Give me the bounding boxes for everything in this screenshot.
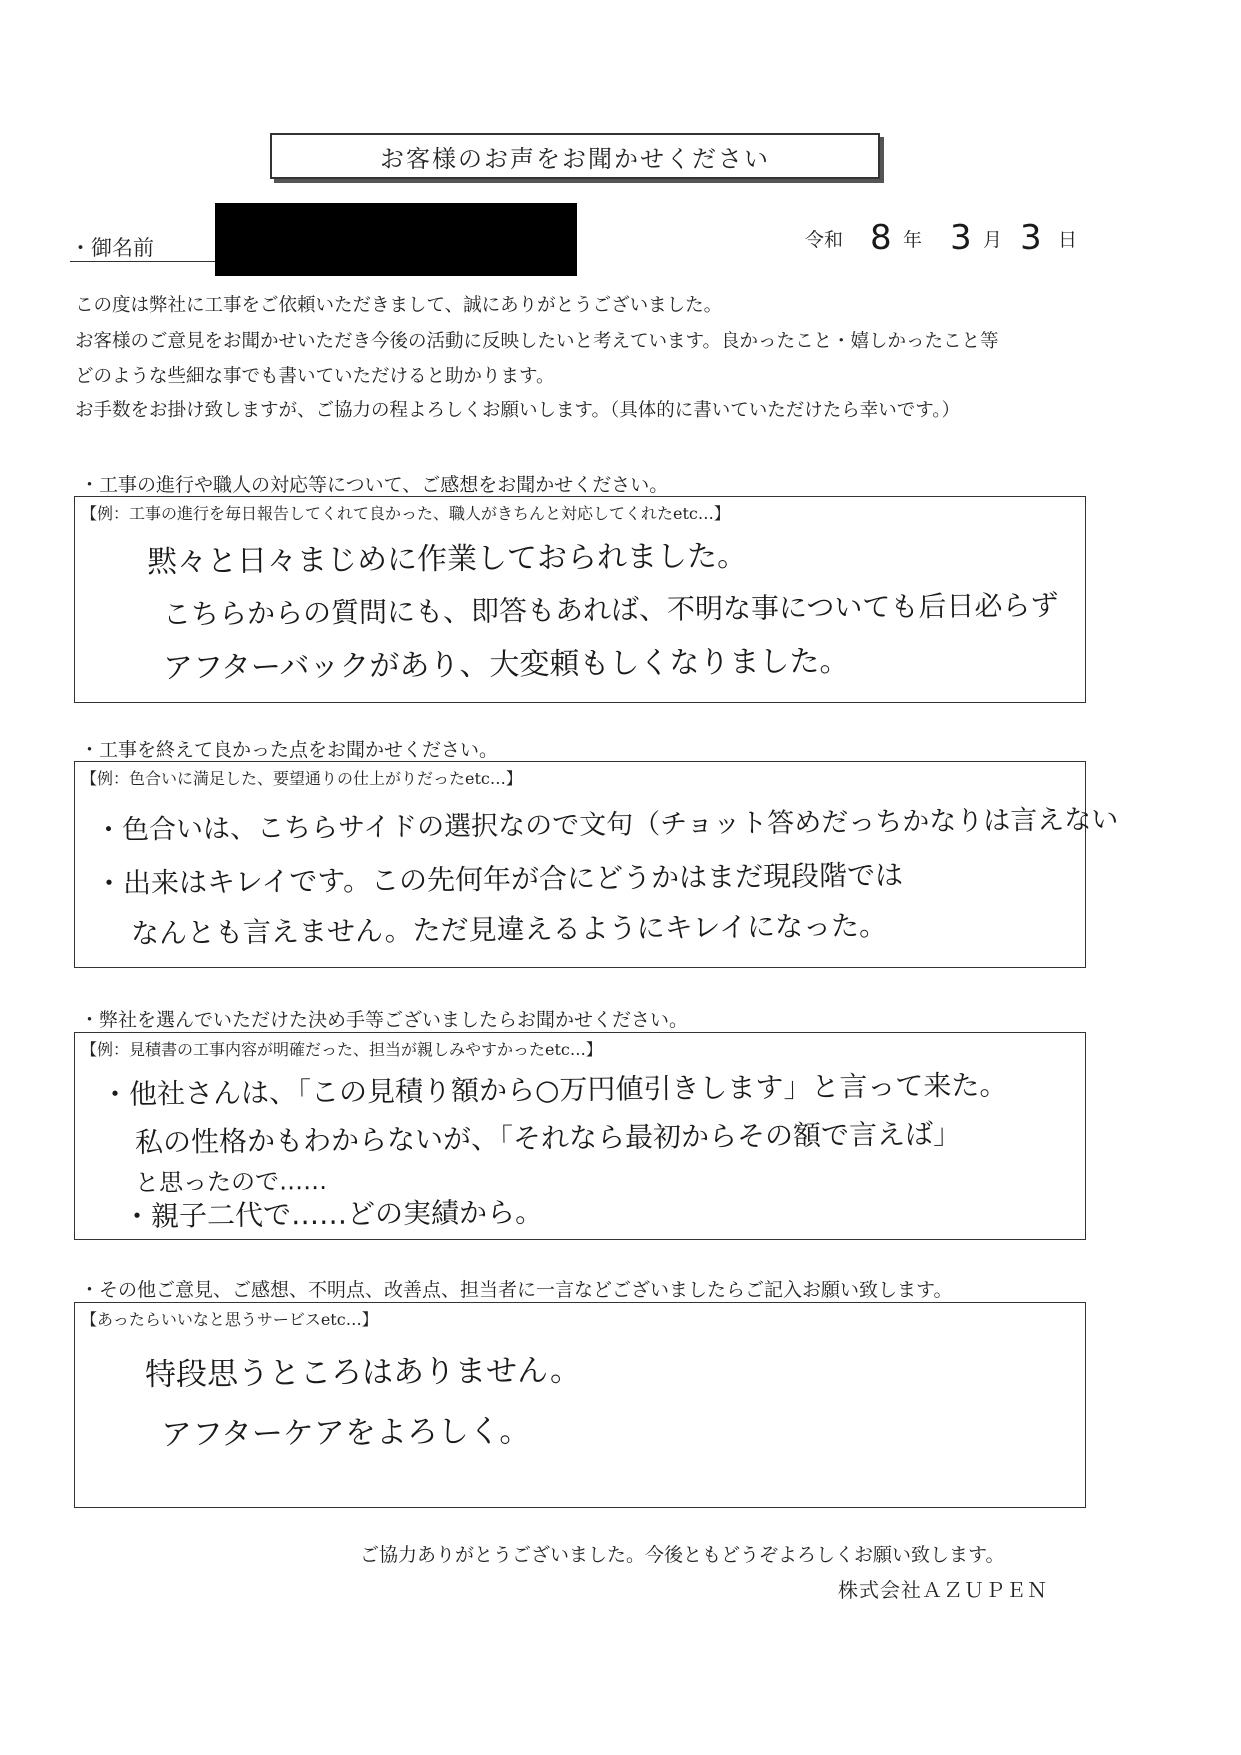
company-name: 株式会社ＡＺＵＰＥＮ bbox=[838, 1578, 1048, 1602]
section-3-answer-line: ・親子二代で……どの実績から。 bbox=[122, 1195, 544, 1233]
section-4-example: 【あったらいいなと思うサービスetc…】 bbox=[81, 1310, 378, 1329]
date-day-unit: 日 bbox=[1058, 229, 1078, 251]
redacted-name bbox=[215, 203, 577, 276]
section-4-box bbox=[74, 1302, 1086, 1508]
section-3-box bbox=[74, 1032, 1086, 1240]
date-year-unit: 年 bbox=[903, 229, 923, 251]
section-2-example: 【例：色合いに満足した、要望通りの仕上がりだったetc…】 bbox=[81, 769, 522, 788]
section-3-answer-line: ・他社さんは、「この見積り額から○万円値引きします」と言って来た。 bbox=[100, 1068, 1008, 1111]
form-title: お客様のお声をお聞かせください bbox=[270, 133, 880, 179]
intro-line: どのような些細な事でも書いていただけると助かります。 bbox=[75, 366, 555, 387]
section-1-answer-line: 黙々と日々まじめに作業しておられました。 bbox=[146, 538, 748, 580]
section-2-answer-line: ・出来はキレイです。この先何年が合にどうかはまだ現段階では bbox=[94, 858, 904, 900]
date-era: 令和 bbox=[805, 229, 844, 251]
section-2-answer-line: ・色合いは、こちらサイドの選択なので文句（チョット答めだっちかなりは言えない bbox=[94, 804, 1119, 846]
section-4-label: ・その他ご意見、ご感想、不明点、改善点、担当者に一言などございましたらご記入お願い致します。 bbox=[80, 1279, 953, 1301]
section-1-answer-line: アフターバックがあり、大変頼もしくなりました。 bbox=[162, 643, 850, 686]
section-3-example: 【例：見積書の工事内容が明確だった、担当が親しみやすかったetc…】 bbox=[81, 1040, 602, 1059]
footer-thanks: ご協力ありがとうございました。今後ともどうぞよろしくお願い致します。 bbox=[360, 1544, 1005, 1566]
section-1-box bbox=[74, 496, 1086, 703]
section-3-answer-line: 私の性格かもわからないが、「それなら最初からその額で言えば」 bbox=[134, 1117, 962, 1159]
section-4-answer-line: 特段思うところはありません。 bbox=[144, 1352, 582, 1393]
section-3-answer-line: と思ったので…… bbox=[134, 1166, 328, 1197]
section-1-example: 【例：工事の進行を毎日報告してくれて良かった、職人がきちんと対応してくれたetc…】 bbox=[81, 504, 730, 523]
section-2-answer-line: なんとも言えません。ただ見違えるようにキレイになった。 bbox=[130, 909, 888, 950]
section-3-label: ・弊社を選んでいただけた決め手等ございましたらお聞かせください。 bbox=[80, 1009, 689, 1031]
section-1-label: ・工事の進行や職人の対応等について、ご感想をお聞かせください。 bbox=[80, 474, 669, 496]
name-label: ・御名前 bbox=[70, 236, 154, 260]
section-2-box bbox=[74, 761, 1119, 968]
date-day: 3 bbox=[1019, 217, 1042, 258]
section-4-answer-line: アフターケアをよろしく。 bbox=[160, 1413, 531, 1453]
intro-line: お手数をお掛け致しますが、ご協力の程よろしくお願いします。（具体的に書いていただけたら幸いです。） bbox=[75, 400, 961, 421]
section-2-label: ・工事を終えて良かった点をお聞かせください。 bbox=[80, 739, 499, 761]
date-month-unit: 月 bbox=[983, 229, 1003, 251]
intro-line: この度は弊社に工事をご依頼いただきまして、誠にありがとうございました。 bbox=[75, 295, 723, 316]
section-1-answer-line: こちらからの質問にも、即答もあれば、不明な事についても后日必らず bbox=[162, 588, 1059, 631]
date-year: 8 bbox=[869, 217, 892, 258]
intro-line: お客様のご意見をお聞かせいただき今後の活動に反映したいと考えています。良かったこと・嬉しかったこと等 bbox=[75, 331, 999, 352]
date-month: 3 bbox=[949, 217, 972, 258]
